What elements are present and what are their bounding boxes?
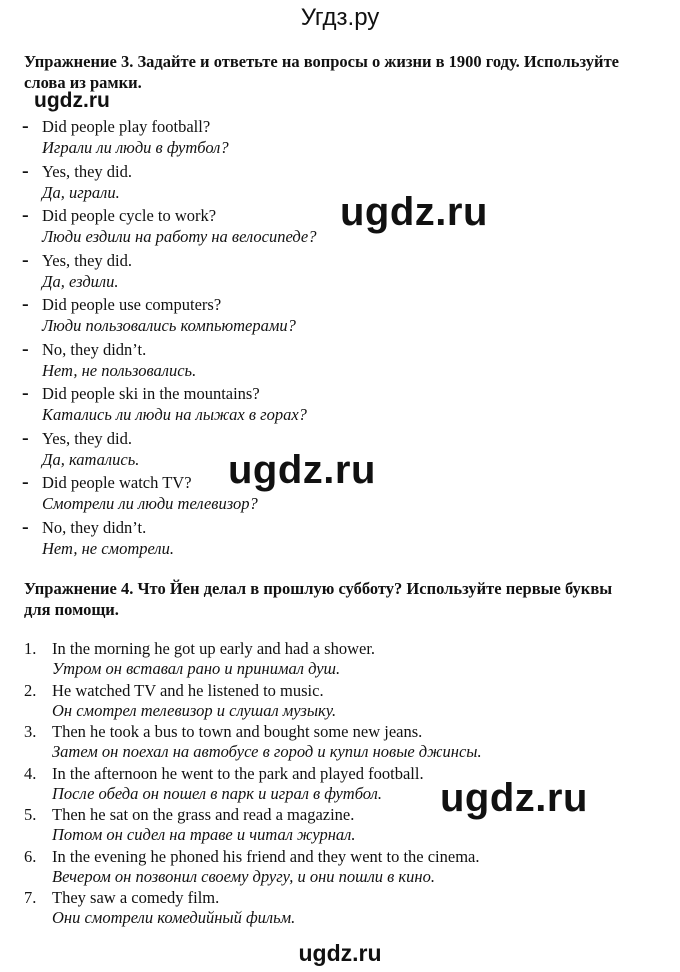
- item-english: In the afternoon he went to the park and played football.: [52, 763, 424, 783]
- dialog-english: Did people ski in the mountains?: [42, 384, 260, 403]
- watermark-large: ugdz.ru: [228, 448, 376, 492]
- dash-marker: -: [22, 293, 29, 315]
- dialog-line: [22, 517, 622, 562]
- item-english: In the morning he got up early and had a shower.: [52, 639, 376, 658]
- item-number: 5.: [24, 805, 37, 824]
- item-english: Then he sat on the grass and read a magazine.: [52, 805, 355, 824]
- dialog-russian: Да, ездили.: [42, 271, 119, 291]
- list-item: [24, 847, 644, 889]
- dialog-english: Yes, they did.: [42, 250, 133, 270]
- exercise-3-heading: Упражнение 3. Задайте и ответьте на вопросы о жизни в 1900 году. Используйте слова из рамки.: [24, 52, 619, 92]
- item-russian: Он смотрел телевизор и слушал музыку.: [52, 700, 337, 720]
- dialog-english: Yes, they did.: [42, 428, 133, 448]
- list-item: [24, 888, 644, 930]
- watermark-large: ugdz.ru: [440, 776, 588, 820]
- dialog-russian: Нет, не пользовались.: [42, 360, 197, 380]
- list-item: [24, 639, 644, 681]
- dash-marker: -: [22, 337, 29, 360]
- exercise-3-dialog: [22, 116, 622, 561]
- item-number: 1.: [24, 639, 37, 658]
- item-number: 4.: [24, 763, 37, 783]
- item-russian: Они смотрели комедийный фильм.: [52, 908, 296, 927]
- dialog-line: [22, 205, 622, 250]
- item-russian: Потом он сидел на траве и читал журнал.: [52, 825, 356, 844]
- dialog-english: No, they didn’t.: [42, 517, 147, 537]
- dash-marker: -: [22, 471, 29, 493]
- dialog-russian: Да, катались.: [42, 449, 140, 469]
- dash-marker: -: [22, 248, 29, 271]
- dialog-line: [22, 250, 622, 295]
- dialog-line: [22, 383, 622, 428]
- dialog-line: [22, 339, 622, 384]
- item-number: 7.: [24, 888, 37, 907]
- dash-marker: -: [22, 515, 29, 538]
- site-title: Угдз.ру: [300, 4, 380, 31]
- item-english: Then he took a bus to town and bought some new jeans.: [52, 722, 423, 741]
- item-russian: Затем он поехал на автобусе в город и купил новые джинсы.: [52, 742, 482, 761]
- item-number: 3.: [24, 722, 37, 741]
- watermark-small: ugdz.ru: [34, 89, 110, 112]
- dialog-russian: Играли ли люди в футбол?: [42, 138, 229, 157]
- item-english: He watched TV and he listened to music.: [52, 680, 324, 700]
- dialog-russian: Нет, не смотрели.: [42, 538, 174, 558]
- dialog-english: Did people play football?: [42, 117, 211, 136]
- item-number: 2.: [24, 680, 37, 700]
- list-item: [24, 722, 644, 764]
- dialog-line: [22, 294, 622, 339]
- item-english: In the evening he phoned his friend and they went to the cinema.: [52, 846, 480, 866]
- dialog-english: Yes, they did.: [42, 161, 133, 181]
- dialog-russian: Смотрели ли люди телевизор?: [42, 494, 258, 513]
- dash-marker: -: [22, 115, 29, 137]
- item-russian: Утром он вставал рано и принимал душ.: [52, 659, 341, 678]
- exercise-4-heading: Упражнение 4. Что Йен делал в прошлую субботу? Используйте первые буквы для помощи.: [24, 579, 613, 619]
- dialog-line: [22, 116, 622, 161]
- item-russian: После обеда он пошел в парк и играл в футбол.: [52, 783, 382, 803]
- list-item: [24, 681, 644, 723]
- dialog-russian: Люди пользовались компьютерами?: [42, 316, 296, 335]
- dash-marker: -: [22, 204, 29, 226]
- dialog-english: Did people watch TV?: [42, 473, 192, 492]
- dialog-english: Did people use computers?: [42, 295, 222, 314]
- dash-marker: -: [22, 426, 29, 449]
- item-number: 6.: [24, 846, 37, 866]
- dialog-russian: Люди ездили на работу на велосипеде?: [42, 227, 317, 246]
- dialog-english: No, they didn’t.: [42, 339, 147, 359]
- footer-watermark: ugdz.ru: [298, 940, 382, 966]
- dash-marker: -: [22, 382, 29, 404]
- item-english: They saw a comedy film.: [52, 888, 220, 907]
- watermark-large: ugdz.ru: [340, 190, 488, 234]
- dialog-english: Did people cycle to work?: [42, 206, 217, 225]
- dialog-line: [22, 161, 622, 206]
- item-russian: Вечером он позвонил своему другу, и они пошли в кино.: [52, 866, 435, 886]
- dash-marker: -: [22, 159, 29, 182]
- dialog-russian: Да, играли.: [42, 182, 120, 202]
- dialog-russian: Катались ли люди на лыжах в горах?: [42, 405, 307, 424]
